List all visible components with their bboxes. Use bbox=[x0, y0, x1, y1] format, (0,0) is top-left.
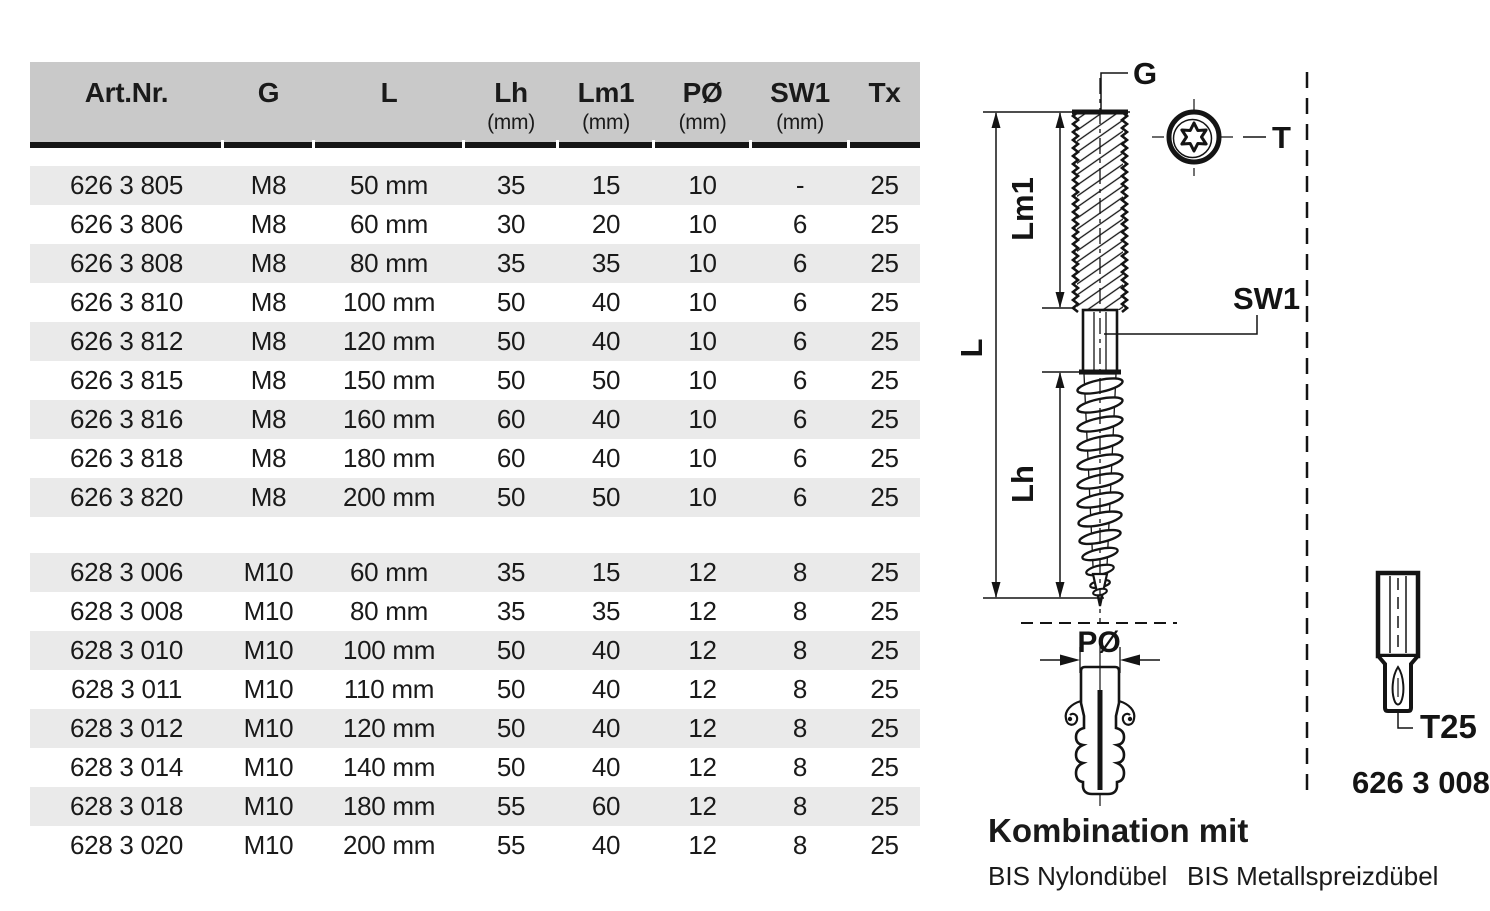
table-cell: 626 3 805 bbox=[30, 166, 223, 205]
table-cell: 6 bbox=[751, 244, 849, 283]
label-T: T bbox=[1272, 120, 1291, 155]
column-header-lh: Lh bbox=[464, 62, 558, 110]
table-cell: 6 bbox=[792, 209, 808, 239]
table-cell: 15 bbox=[558, 553, 654, 592]
table-cell: 100 mm bbox=[314, 631, 464, 670]
table-cell: 25 bbox=[870, 209, 899, 239]
table-cell: 25 bbox=[870, 443, 899, 473]
table-cell: 25 bbox=[849, 322, 920, 361]
column-unit-lm1: (mm) bbox=[558, 110, 654, 145]
table-cell: M10 bbox=[223, 787, 314, 826]
table-cell: 180 mm bbox=[342, 443, 436, 473]
table-cell: 60 bbox=[464, 400, 558, 439]
table-cell: 20 bbox=[591, 209, 621, 239]
table-cell: M10 bbox=[243, 830, 294, 860]
table-cell: 10 bbox=[688, 209, 717, 239]
table-cell: 55 bbox=[496, 830, 526, 860]
table-cell: 12 bbox=[654, 709, 751, 748]
table-cell: M10 bbox=[243, 596, 294, 626]
table-cell: M8 bbox=[250, 287, 287, 317]
table-cell: 35 bbox=[464, 166, 558, 205]
table-cell: 50 mm bbox=[314, 166, 464, 205]
label-PO: PØ bbox=[1077, 626, 1121, 659]
table-cell: 628 3 006 bbox=[30, 553, 223, 592]
table-cell: 628 3 014 bbox=[70, 752, 183, 782]
table-cell: 10 bbox=[654, 244, 751, 283]
column-unit-po: (mm) bbox=[654, 110, 751, 145]
table-cell: 60 bbox=[558, 787, 654, 826]
table-cell: 12 bbox=[654, 553, 751, 592]
table-cell: 40 bbox=[591, 752, 621, 782]
label-Lh: Lh bbox=[1005, 465, 1040, 503]
table-cell: 25 bbox=[849, 631, 920, 670]
table-cell: 110 mm bbox=[343, 674, 435, 704]
table-cell: 40 bbox=[558, 400, 654, 439]
table-cell: 8 bbox=[751, 787, 849, 826]
label-G-group bbox=[1101, 56, 1157, 110]
table-cell: 35 bbox=[464, 244, 558, 283]
table-cell: 180 mm bbox=[314, 787, 464, 826]
table-cell: M8 bbox=[223, 400, 314, 439]
column-unit-sw1: (mm) bbox=[751, 110, 849, 145]
table-cell: 25 bbox=[849, 478, 920, 517]
table-cell: 25 bbox=[870, 752, 899, 782]
table-cell: 50 bbox=[496, 752, 526, 782]
table-cell: 10 bbox=[654, 400, 751, 439]
table-cell: 50 bbox=[496, 365, 526, 395]
table-cell: 12 bbox=[688, 596, 717, 626]
table-cell: M10 bbox=[223, 709, 314, 748]
table-cell: 8 bbox=[751, 709, 849, 748]
table-cell: M10 bbox=[243, 674, 294, 704]
table-cell: 25 bbox=[849, 787, 920, 826]
table-cell: M8 bbox=[223, 322, 314, 361]
table-cell: 25 bbox=[870, 674, 899, 704]
table-cell: 40 bbox=[558, 322, 654, 361]
dimension-L bbox=[954, 112, 1001, 598]
wall-plug-drawing bbox=[1066, 640, 1135, 806]
table-cell: 25 bbox=[870, 287, 899, 317]
table-cell: 50 bbox=[464, 631, 558, 670]
table-cell: M8 bbox=[223, 478, 314, 517]
column-header-lm1: Lm1 bbox=[558, 62, 654, 110]
table-cell: 8 bbox=[751, 631, 849, 670]
table-cell: 6 bbox=[792, 365, 808, 395]
table-cell: 10 bbox=[688, 365, 717, 395]
table-cell: 628 3 018 bbox=[30, 787, 223, 826]
table-cell: 626 3 812 bbox=[30, 322, 223, 361]
table-cell: 40 bbox=[558, 709, 654, 748]
table-cell: 150 mm bbox=[342, 365, 436, 395]
label-SW1: SW1 bbox=[1233, 281, 1301, 316]
table-cell: 25 bbox=[870, 365, 899, 395]
table-cell: 628 3 011 bbox=[70, 674, 183, 704]
table-cell: 120 mm bbox=[314, 322, 464, 361]
table-cell: 10 bbox=[654, 478, 751, 517]
table-cell: 35 bbox=[496, 596, 526, 626]
table-cell: 628 3 020 bbox=[70, 830, 183, 860]
table-cell: 60 mm bbox=[314, 553, 464, 592]
table-cell: M8 bbox=[250, 365, 287, 395]
table-cell: 25 bbox=[849, 709, 920, 748]
table-cell: 50 bbox=[464, 322, 558, 361]
table-cell: 626 3 808 bbox=[30, 244, 223, 283]
column-unit-lh: (mm) bbox=[464, 110, 558, 145]
dimension-Lh bbox=[1005, 372, 1065, 598]
table-cell: 25 bbox=[849, 166, 920, 205]
table-cell: 12 bbox=[654, 787, 751, 826]
table-cell: M8 bbox=[223, 166, 314, 205]
table-cell: M8 bbox=[250, 443, 287, 473]
table-cell: 10 bbox=[654, 166, 751, 205]
table-cell: M10 bbox=[243, 752, 294, 782]
table-cell: 25 bbox=[870, 830, 899, 860]
table-cell: 35 bbox=[591, 596, 621, 626]
table-cell: 140 mm bbox=[342, 752, 436, 782]
table-cell: 626 3 820 bbox=[30, 478, 223, 517]
table-cell: 50 bbox=[496, 287, 526, 317]
table-cell: 6 bbox=[792, 443, 808, 473]
table-cell: 6 bbox=[751, 322, 849, 361]
table-cell: 25 bbox=[849, 400, 920, 439]
torx-head-symbol bbox=[1152, 99, 1291, 176]
table-cell: 628 3 008 bbox=[70, 596, 183, 626]
table-cell: 6 bbox=[751, 478, 849, 517]
table-cell: 40 bbox=[558, 631, 654, 670]
table-cell: 8 bbox=[792, 596, 808, 626]
label-G: G bbox=[1133, 56, 1158, 91]
table-cell: 12 bbox=[688, 752, 717, 782]
table-cell: - bbox=[751, 166, 849, 205]
table-cell: 6 bbox=[751, 400, 849, 439]
table-cell: 80 mm bbox=[314, 244, 464, 283]
table-cell: 8 bbox=[751, 553, 849, 592]
column-header-po: PØ bbox=[654, 62, 751, 110]
table-cell: 10 bbox=[654, 322, 751, 361]
table-cell: 80 mm bbox=[350, 596, 428, 626]
table-cell: 40 bbox=[591, 443, 621, 473]
column-header-sw1: SW1 bbox=[751, 62, 849, 110]
table-cell: 628 3 010 bbox=[30, 631, 223, 670]
table-cell: 40 bbox=[591, 830, 621, 860]
table-cell: 626 3 815 bbox=[70, 365, 183, 395]
table-cell: 25 bbox=[849, 244, 920, 283]
table-cell: M8 bbox=[250, 209, 287, 239]
combination-item-metal: BIS Metallspreizdübel bbox=[1187, 861, 1439, 891]
torx-bit-drawing bbox=[1352, 573, 1490, 800]
table-cell: 628 3 012 bbox=[30, 709, 223, 748]
combination-title: Kombination mit bbox=[988, 812, 1249, 849]
table-cell: 8 bbox=[792, 830, 808, 860]
table-cell: 200 mm bbox=[342, 830, 436, 860]
table-cell: 50 bbox=[464, 478, 558, 517]
table-cell: 35 bbox=[558, 244, 654, 283]
table-cell: 40 bbox=[591, 287, 621, 317]
hanger-bolt-drawing bbox=[1072, 78, 1128, 623]
label-Lm1: Lm1 bbox=[1005, 177, 1040, 241]
table-cell: 12 bbox=[688, 674, 717, 704]
label-SW1-group bbox=[1104, 281, 1300, 334]
table-cell: 8 bbox=[792, 674, 808, 704]
table-cell: 30 bbox=[496, 209, 526, 239]
column-header-tx: Tx bbox=[849, 62, 920, 110]
table-cell: 626 3 816 bbox=[30, 400, 223, 439]
table-cell: 25 bbox=[870, 596, 899, 626]
table-cell: M10 bbox=[223, 553, 314, 592]
table-cell: 160 mm bbox=[314, 400, 464, 439]
table-cell: 40 bbox=[591, 674, 621, 704]
label-T25: T25 bbox=[1420, 708, 1477, 745]
table-cell: 10 bbox=[688, 443, 717, 473]
combination-item-nylon: BIS Nylondübel bbox=[988, 861, 1168, 891]
table-cell: 8 bbox=[792, 752, 808, 782]
table-cell: M10 bbox=[223, 631, 314, 670]
table-cell: 50 bbox=[496, 674, 526, 704]
table-cell: 100 mm bbox=[342, 287, 436, 317]
table-cell: 50 bbox=[558, 478, 654, 517]
table-cell: 120 mm bbox=[314, 709, 464, 748]
table-cell: 55 bbox=[464, 787, 558, 826]
column-header-artnr: Art.Nr. bbox=[30, 62, 223, 110]
table-cell: 25 bbox=[849, 553, 920, 592]
column-header-g: G bbox=[223, 62, 314, 110]
table-cell: 50 bbox=[591, 365, 621, 395]
table-cell: 626 3 818 bbox=[70, 443, 183, 473]
table-cell: 6 bbox=[792, 287, 808, 317]
table-cell: 15 bbox=[558, 166, 654, 205]
dimension-Lm1 bbox=[1005, 112, 1065, 308]
table-cell: 626 3 806 bbox=[70, 209, 183, 239]
table-cell: 626 3 810 bbox=[70, 287, 183, 317]
table-cell: 200 mm bbox=[314, 478, 464, 517]
table-cell: 60 bbox=[496, 443, 526, 473]
table-cell: 35 bbox=[464, 553, 558, 592]
table-cell: 10 bbox=[688, 287, 717, 317]
table-cell: 50 bbox=[464, 709, 558, 748]
column-header-l: L bbox=[314, 62, 464, 110]
table-cell: 60 mm bbox=[350, 209, 428, 239]
table-cell: M8 bbox=[223, 244, 314, 283]
table-cell: 12 bbox=[654, 631, 751, 670]
bit-article-number: 626 3 008 bbox=[1352, 765, 1490, 800]
label-L: L bbox=[954, 338, 989, 358]
table-cell: 12 bbox=[688, 830, 717, 860]
